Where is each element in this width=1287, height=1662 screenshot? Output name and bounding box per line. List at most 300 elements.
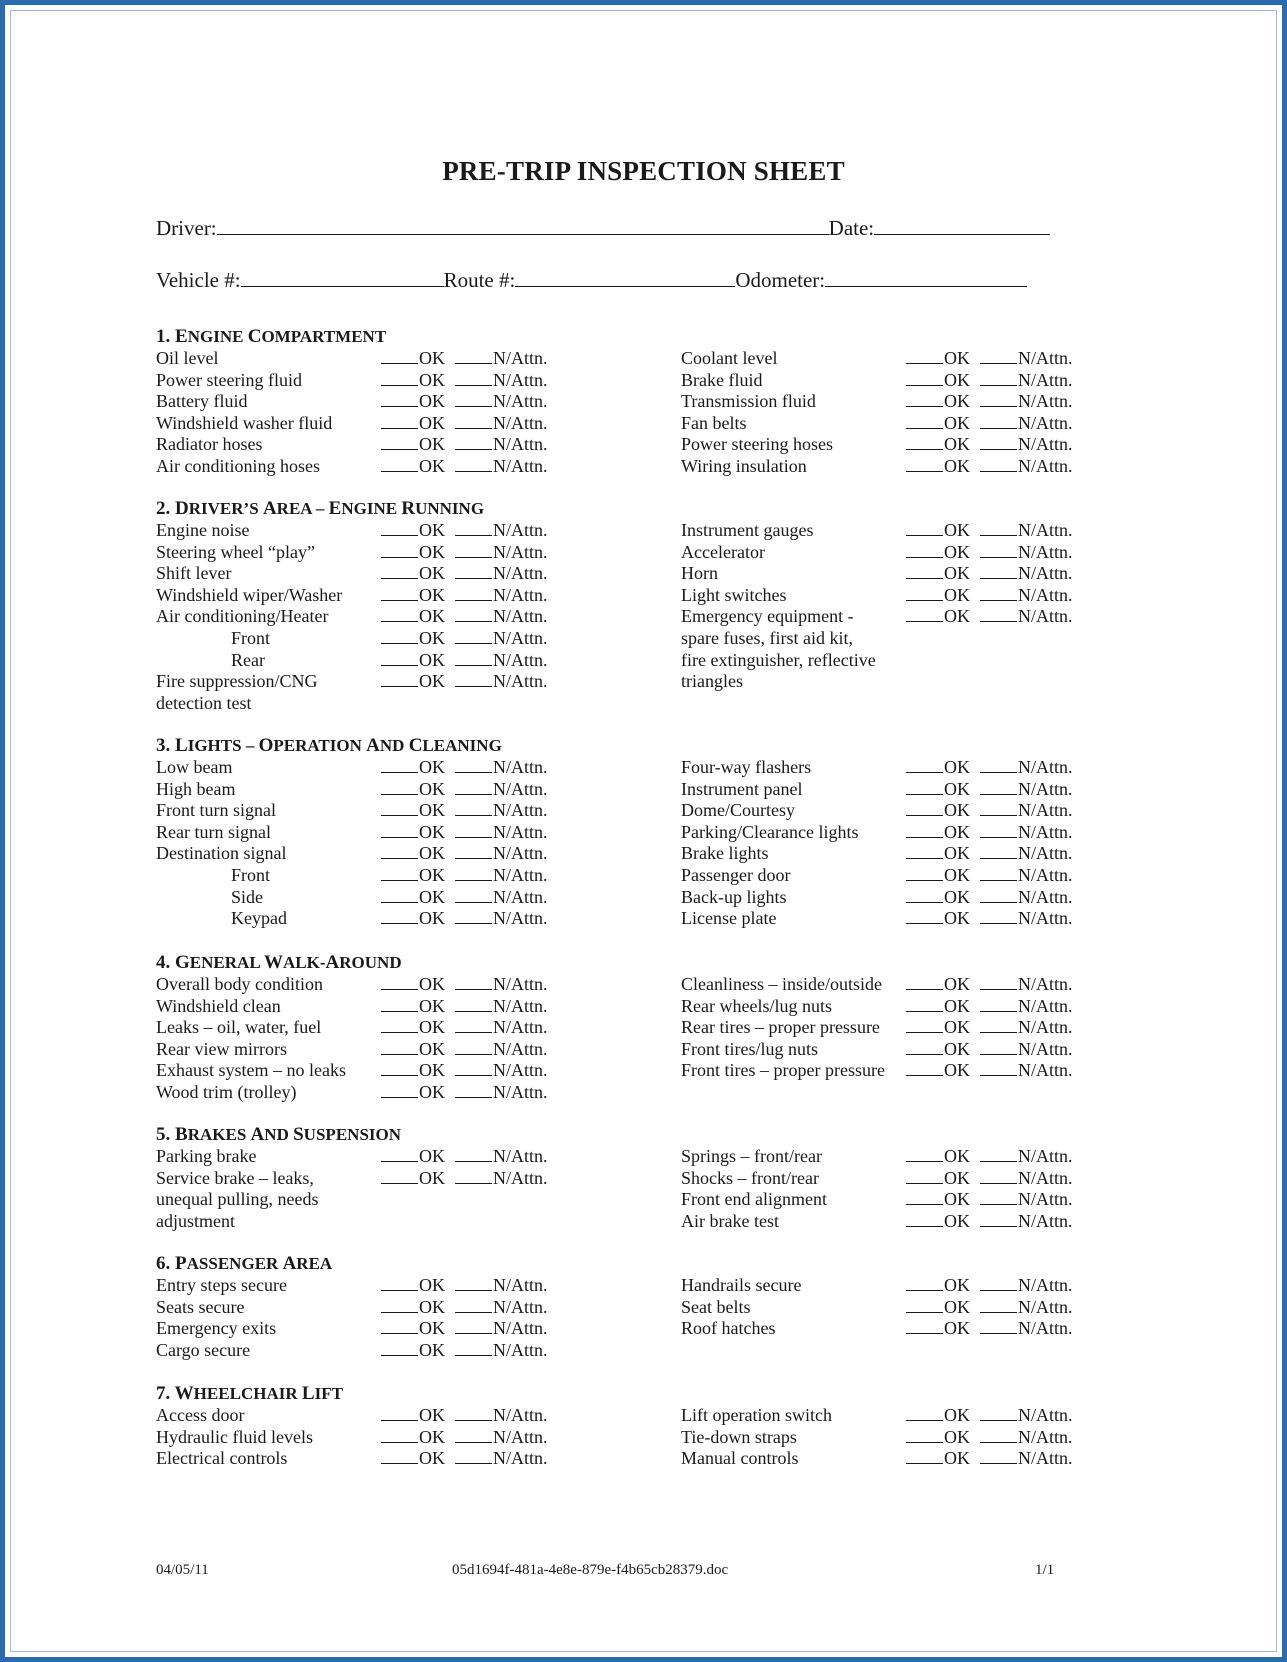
ok-checkbox-line[interactable] bbox=[381, 1168, 445, 1189]
ok-checkbox-line[interactable] bbox=[906, 1318, 970, 1339]
ok-label: OK bbox=[944, 1426, 970, 1447]
ok-checkbox-line[interactable] bbox=[906, 413, 970, 434]
ok-blank[interactable] bbox=[906, 563, 943, 579]
needs-attention-checkbox-line[interactable] bbox=[980, 585, 1073, 606]
ok-checkbox-line[interactable] bbox=[381, 650, 445, 671]
ok-checkbox-line[interactable] bbox=[381, 585, 445, 606]
na-blank[interactable] bbox=[455, 843, 492, 859]
na-blank[interactable] bbox=[455, 865, 492, 881]
ok-checkbox-line[interactable] bbox=[906, 1275, 970, 1296]
ok-blank[interactable] bbox=[381, 1448, 418, 1464]
needs-attention-checkbox-line[interactable] bbox=[980, 542, 1073, 563]
ok-blank[interactable] bbox=[381, 563, 418, 579]
ok-checkbox-line[interactable] bbox=[906, 563, 970, 584]
na-blank[interactable] bbox=[980, 1168, 1017, 1184]
needs-attention-checkbox-line[interactable] bbox=[455, 1405, 548, 1426]
ok-blank[interactable] bbox=[906, 908, 943, 924]
ok-checkbox-line[interactable] bbox=[381, 1017, 445, 1038]
needs-attention-checkbox-line[interactable] bbox=[980, 887, 1073, 908]
na-blank[interactable] bbox=[455, 650, 492, 666]
needs-attention-checkbox-line[interactable] bbox=[980, 800, 1073, 821]
ok-blank[interactable] bbox=[381, 822, 418, 838]
ok-blank[interactable] bbox=[381, 1405, 418, 1421]
na-label: N/Attn. bbox=[1018, 434, 1073, 455]
ok-blank[interactable] bbox=[381, 757, 418, 773]
ok-blank[interactable] bbox=[381, 585, 418, 601]
ok-blank[interactable] bbox=[381, 974, 418, 990]
needs-attention-checkbox-line[interactable] bbox=[455, 1017, 548, 1038]
needs-attention-checkbox-line[interactable] bbox=[455, 1146, 548, 1167]
needs-attention-checkbox-line[interactable] bbox=[455, 520, 548, 541]
needs-attention-checkbox-line[interactable] bbox=[455, 1275, 548, 1296]
needs-attention-checkbox-line[interactable] bbox=[455, 996, 548, 1017]
ok-checkbox-line[interactable] bbox=[906, 757, 970, 778]
ok-blank[interactable] bbox=[381, 1146, 418, 1162]
needs-attention-checkbox-line[interactable] bbox=[980, 606, 1073, 627]
ok-blank[interactable] bbox=[381, 1275, 418, 1291]
ok-checkbox-line[interactable] bbox=[381, 456, 445, 477]
na-blank[interactable] bbox=[455, 1275, 492, 1291]
needs-attention-checkbox-line[interactable] bbox=[455, 1427, 548, 1448]
needs-attention-checkbox-line[interactable] bbox=[980, 1448, 1073, 1469]
needs-attention-checkbox-line[interactable] bbox=[455, 908, 548, 929]
ok-blank[interactable] bbox=[381, 1340, 418, 1356]
needs-attention-checkbox-line[interactable] bbox=[455, 542, 548, 563]
ok-blank[interactable] bbox=[381, 628, 418, 644]
ok-checkbox-line[interactable] bbox=[906, 370, 970, 391]
na-blank[interactable] bbox=[980, 1427, 1017, 1443]
na-blank[interactable] bbox=[980, 1275, 1017, 1291]
ok-blank[interactable] bbox=[906, 822, 943, 838]
needs-attention-checkbox-line[interactable] bbox=[980, 974, 1073, 995]
ok-blank[interactable] bbox=[906, 1146, 943, 1162]
na-blank[interactable] bbox=[455, 606, 492, 622]
na-blank[interactable] bbox=[980, 456, 1017, 472]
needs-attention-checkbox-line[interactable] bbox=[455, 865, 548, 886]
needs-attention-checkbox-line[interactable] bbox=[455, 1039, 548, 1060]
na-blank[interactable] bbox=[980, 348, 1017, 364]
ok-checkbox-line[interactable] bbox=[381, 542, 445, 563]
needs-attention-checkbox-line[interactable] bbox=[980, 908, 1073, 929]
needs-attention-checkbox-line[interactable] bbox=[980, 1427, 1073, 1448]
needs-attention-checkbox-line[interactable] bbox=[980, 865, 1073, 886]
ok-blank[interactable] bbox=[381, 779, 418, 795]
needs-attention-checkbox-line[interactable] bbox=[455, 650, 548, 671]
ok-blank[interactable] bbox=[906, 456, 943, 472]
ok-checkbox-line[interactable] bbox=[381, 779, 445, 800]
ok-checkbox-line[interactable] bbox=[906, 800, 970, 821]
na-blank[interactable] bbox=[455, 996, 492, 1012]
ok-checkbox-line[interactable] bbox=[381, 1275, 445, 1296]
na-blank[interactable] bbox=[980, 1448, 1017, 1464]
ok-blank[interactable] bbox=[381, 1168, 418, 1184]
na-blank[interactable] bbox=[980, 843, 1017, 859]
ok-checkbox-line[interactable] bbox=[906, 822, 970, 843]
ok-checkbox-line[interactable] bbox=[906, 456, 970, 477]
ok-blank[interactable] bbox=[381, 542, 418, 558]
na-blank[interactable] bbox=[980, 865, 1017, 881]
na-blank[interactable] bbox=[980, 520, 1017, 536]
na-label: N/Attn. bbox=[1018, 1318, 1073, 1339]
na-blank[interactable] bbox=[455, 434, 492, 450]
needs-attention-checkbox-line[interactable] bbox=[980, 1318, 1073, 1339]
na-blank[interactable] bbox=[455, 391, 492, 407]
ok-blank[interactable] bbox=[906, 974, 943, 990]
ok-checkbox-line[interactable] bbox=[906, 520, 970, 541]
ok-checkbox-line[interactable] bbox=[906, 1297, 970, 1318]
na-blank[interactable] bbox=[980, 996, 1017, 1012]
na-blank[interactable] bbox=[455, 456, 492, 472]
na-blank[interactable] bbox=[980, 1060, 1017, 1076]
na-blank[interactable] bbox=[455, 1427, 492, 1443]
ok-blank[interactable] bbox=[381, 865, 418, 881]
na-blank[interactable] bbox=[980, 822, 1017, 838]
ok-checkbox-line[interactable] bbox=[381, 1405, 445, 1426]
na-blank[interactable] bbox=[455, 585, 492, 601]
na-blank[interactable] bbox=[455, 563, 492, 579]
ok-checkbox-line[interactable] bbox=[381, 974, 445, 995]
na-blank[interactable] bbox=[455, 887, 492, 903]
ok-checkbox-line[interactable] bbox=[381, 1060, 445, 1081]
needs-attention-checkbox-line[interactable] bbox=[980, 348, 1073, 369]
needs-attention-checkbox-line[interactable] bbox=[980, 1060, 1073, 1081]
needs-attention-checkbox-line[interactable] bbox=[980, 1405, 1073, 1426]
na-blank[interactable] bbox=[455, 542, 492, 558]
na-blank[interactable] bbox=[980, 606, 1017, 622]
needs-attention-checkbox-line[interactable] bbox=[455, 348, 548, 369]
na-blank[interactable] bbox=[980, 908, 1017, 924]
na-blank[interactable] bbox=[455, 757, 492, 773]
ok-checkbox-line[interactable] bbox=[381, 843, 445, 864]
ok-blank[interactable] bbox=[381, 348, 418, 364]
na-blank[interactable] bbox=[980, 391, 1017, 407]
ok-checkbox-line[interactable] bbox=[906, 1405, 970, 1426]
ok-blank[interactable] bbox=[906, 865, 943, 881]
ok-blank[interactable] bbox=[381, 434, 418, 450]
ok-blank[interactable] bbox=[381, 887, 418, 903]
ok-blank[interactable] bbox=[906, 413, 943, 429]
needs-attention-checkbox-line[interactable] bbox=[455, 887, 548, 908]
ok-blank[interactable] bbox=[381, 996, 418, 1012]
na-blank[interactable] bbox=[455, 1039, 492, 1055]
ok-checkbox-line[interactable] bbox=[381, 348, 445, 369]
na-blank[interactable] bbox=[980, 1211, 1017, 1227]
ok-checkbox-line[interactable] bbox=[381, 1039, 445, 1060]
na-blank[interactable] bbox=[980, 800, 1017, 816]
ok-checkbox-line[interactable] bbox=[906, 887, 970, 908]
needs-attention-checkbox-line[interactable] bbox=[980, 843, 1073, 864]
ok-checkbox-line[interactable] bbox=[381, 413, 445, 434]
ok-checkbox-line[interactable] bbox=[906, 434, 970, 455]
needs-attention-checkbox-line[interactable] bbox=[455, 779, 548, 800]
ok-blank[interactable] bbox=[381, 1082, 418, 1098]
ok-checkbox-line[interactable] bbox=[381, 1318, 445, 1339]
ok-checkbox-line[interactable] bbox=[381, 520, 445, 541]
ok-blank[interactable] bbox=[906, 606, 943, 622]
na-blank[interactable] bbox=[455, 1448, 492, 1464]
ok-checkbox-line[interactable] bbox=[381, 370, 445, 391]
ok-checkbox-line[interactable] bbox=[906, 1427, 970, 1448]
ok-checkbox-line[interactable] bbox=[906, 348, 970, 369]
na-blank[interactable] bbox=[455, 1146, 492, 1162]
na-blank[interactable] bbox=[980, 757, 1017, 773]
needs-attention-checkbox-line[interactable] bbox=[455, 585, 548, 606]
needs-attention-checkbox-line[interactable] bbox=[980, 822, 1073, 843]
ok-blank[interactable] bbox=[381, 1297, 418, 1313]
ok-label: OK bbox=[419, 1017, 445, 1038]
ok-checkbox-line[interactable] bbox=[906, 391, 970, 412]
route-input-line[interactable] bbox=[515, 266, 735, 287]
ok-blank[interactable] bbox=[381, 520, 418, 536]
ok-label: OK bbox=[944, 843, 970, 864]
ok-checkbox-line[interactable] bbox=[906, 1060, 970, 1081]
na-blank[interactable] bbox=[980, 542, 1017, 558]
ok-blank[interactable] bbox=[906, 1275, 943, 1291]
na-blank[interactable] bbox=[455, 671, 492, 687]
needs-attention-checkbox-line[interactable] bbox=[980, 563, 1073, 584]
ok-checkbox-line[interactable] bbox=[381, 996, 445, 1017]
ok-blank[interactable] bbox=[906, 1189, 943, 1205]
ok-blank[interactable] bbox=[906, 1017, 943, 1033]
ok-blank[interactable] bbox=[906, 434, 943, 450]
checklist-item-label: Front tires – proper pressure bbox=[681, 1060, 885, 1081]
ok-checkbox-line[interactable] bbox=[381, 1297, 445, 1318]
ok-blank[interactable] bbox=[381, 391, 418, 407]
needs-attention-checkbox-line[interactable] bbox=[455, 843, 548, 864]
ok-blank[interactable] bbox=[906, 996, 943, 1012]
ok-blank[interactable] bbox=[906, 1448, 943, 1464]
na-blank[interactable] bbox=[980, 1039, 1017, 1055]
checklist-item-label: Rear view mirrors bbox=[156, 1038, 287, 1059]
ok-blank[interactable] bbox=[906, 1039, 943, 1055]
na-blank[interactable] bbox=[455, 974, 492, 990]
ok-blank[interactable] bbox=[906, 1297, 943, 1313]
needs-attention-checkbox-line[interactable] bbox=[455, 1448, 548, 1469]
na-blank[interactable] bbox=[455, 1405, 492, 1421]
ok-blank[interactable] bbox=[381, 843, 418, 859]
driver-input-line[interactable] bbox=[217, 214, 829, 235]
na-blank[interactable] bbox=[455, 1168, 492, 1184]
ok-checkbox-line[interactable] bbox=[381, 1146, 445, 1167]
na-label: N/Attn. bbox=[1018, 369, 1073, 390]
ok-blank[interactable] bbox=[906, 779, 943, 795]
na-blank[interactable] bbox=[455, 800, 492, 816]
needs-attention-checkbox-line[interactable] bbox=[980, 434, 1073, 455]
ok-checkbox-line[interactable] bbox=[906, 1189, 970, 1210]
needs-attention-checkbox-line[interactable] bbox=[980, 779, 1073, 800]
ok-blank[interactable] bbox=[381, 650, 418, 666]
odometer-input-line[interactable] bbox=[825, 266, 1027, 287]
needs-attention-checkbox-line[interactable] bbox=[980, 996, 1073, 1017]
needs-attention-checkbox-line[interactable] bbox=[980, 1297, 1073, 1318]
vehicle-input-line[interactable] bbox=[241, 266, 444, 287]
ok-blank[interactable] bbox=[381, 800, 418, 816]
ok-blank[interactable] bbox=[906, 348, 943, 364]
ok-checkbox-line[interactable] bbox=[906, 1146, 970, 1167]
ok-checkbox-line[interactable] bbox=[906, 843, 970, 864]
na-blank[interactable] bbox=[980, 779, 1017, 795]
ok-checkbox-line[interactable] bbox=[381, 1427, 445, 1448]
ok-checkbox-line[interactable] bbox=[381, 887, 445, 908]
na-blank[interactable] bbox=[455, 1017, 492, 1033]
ok-checkbox-line[interactable] bbox=[906, 606, 970, 627]
ok-checkbox-line[interactable] bbox=[381, 563, 445, 584]
ok-blank[interactable] bbox=[381, 1039, 418, 1055]
needs-attention-checkbox-line[interactable] bbox=[455, 606, 548, 627]
ok-blank[interactable] bbox=[381, 1060, 418, 1076]
needs-attention-checkbox-line[interactable] bbox=[455, 974, 548, 995]
na-blank[interactable] bbox=[455, 779, 492, 795]
needs-attention-checkbox-line[interactable] bbox=[980, 1039, 1073, 1060]
ok-checkbox-line[interactable] bbox=[381, 865, 445, 886]
ok-checkbox-line[interactable] bbox=[381, 757, 445, 778]
ok-checkbox-line[interactable] bbox=[906, 1168, 970, 1189]
ok-checkbox-line[interactable] bbox=[906, 996, 970, 1017]
needs-attention-checkbox-line[interactable] bbox=[980, 520, 1073, 541]
needs-attention-checkbox-line[interactable] bbox=[980, 1189, 1073, 1210]
ok-blank[interactable] bbox=[906, 520, 943, 536]
ok-checkbox-line[interactable] bbox=[381, 1340, 445, 1361]
needs-attention-checkbox-line[interactable] bbox=[455, 800, 548, 821]
na-blank[interactable] bbox=[455, 413, 492, 429]
ok-blank[interactable] bbox=[381, 671, 418, 687]
ok-blank[interactable] bbox=[381, 1427, 418, 1443]
ok-blank[interactable] bbox=[381, 1017, 418, 1033]
ok-blank[interactable] bbox=[906, 1427, 943, 1443]
ok-checkbox-line[interactable] bbox=[906, 1017, 970, 1038]
ok-blank[interactable] bbox=[906, 1405, 943, 1421]
ok-checkbox-line[interactable] bbox=[381, 822, 445, 843]
needs-attention-checkbox-line[interactable] bbox=[455, 757, 548, 778]
needs-attention-checkbox-line[interactable] bbox=[455, 628, 548, 649]
ok-blank[interactable] bbox=[906, 1318, 943, 1334]
needs-attention-checkbox-line[interactable] bbox=[980, 1146, 1073, 1167]
na-label: N/Attn. bbox=[1018, 1038, 1073, 1059]
na-blank[interactable] bbox=[980, 434, 1017, 450]
na-blank[interactable] bbox=[455, 370, 492, 386]
needs-attention-checkbox-line[interactable] bbox=[455, 1168, 548, 1189]
ok-checkbox-line[interactable] bbox=[906, 1448, 970, 1469]
na-blank[interactable] bbox=[980, 1405, 1017, 1421]
ok-checkbox-line[interactable] bbox=[381, 606, 445, 627]
needs-attention-checkbox-line[interactable] bbox=[455, 1297, 548, 1318]
needs-attention-checkbox-line[interactable] bbox=[455, 671, 548, 692]
ok-checkbox-line[interactable] bbox=[906, 1039, 970, 1060]
na-blank[interactable] bbox=[980, 974, 1017, 990]
needs-attention-checkbox-line[interactable] bbox=[455, 1318, 548, 1339]
needs-attention-checkbox-line[interactable] bbox=[455, 1060, 548, 1081]
needs-attention-checkbox-line[interactable] bbox=[980, 413, 1073, 434]
needs-attention-checkbox-line[interactable] bbox=[455, 456, 548, 477]
ok-checkbox-line[interactable] bbox=[906, 779, 970, 800]
ok-blank[interactable] bbox=[381, 413, 418, 429]
ok-blank[interactable] bbox=[906, 391, 943, 407]
ok-checkbox-line[interactable] bbox=[381, 1448, 445, 1469]
ok-blank[interactable] bbox=[906, 1211, 943, 1227]
na-blank[interactable] bbox=[980, 1017, 1017, 1033]
needs-attention-checkbox-line[interactable] bbox=[980, 1017, 1073, 1038]
needs-attention-checkbox-line[interactable] bbox=[980, 456, 1073, 477]
na-blank[interactable] bbox=[980, 413, 1017, 429]
ok-checkbox-line[interactable] bbox=[906, 542, 970, 563]
na-blank[interactable] bbox=[980, 563, 1017, 579]
na-blank[interactable] bbox=[455, 908, 492, 924]
needs-attention-checkbox-line[interactable] bbox=[455, 413, 548, 434]
ok-blank[interactable] bbox=[906, 585, 943, 601]
na-blank[interactable] bbox=[980, 887, 1017, 903]
ok-blank[interactable] bbox=[906, 887, 943, 903]
ok-blank[interactable] bbox=[381, 456, 418, 472]
na-blank[interactable] bbox=[455, 1297, 492, 1313]
needs-attention-checkbox-line[interactable] bbox=[980, 757, 1073, 778]
ok-checkbox-line[interactable] bbox=[906, 974, 970, 995]
na-blank[interactable] bbox=[455, 1318, 492, 1334]
na-blank[interactable] bbox=[980, 1189, 1017, 1205]
ok-blank[interactable] bbox=[381, 370, 418, 386]
na-blank[interactable] bbox=[980, 1318, 1017, 1334]
na-blank[interactable] bbox=[980, 370, 1017, 386]
ok-checkbox-line[interactable] bbox=[381, 434, 445, 455]
ok-checkbox-line[interactable] bbox=[906, 1211, 970, 1232]
na-blank[interactable] bbox=[455, 1340, 492, 1356]
ok-checkbox-line[interactable] bbox=[906, 585, 970, 606]
needs-attention-checkbox-line[interactable] bbox=[455, 434, 548, 455]
ok-blank[interactable] bbox=[381, 1318, 418, 1334]
ok-blank[interactable] bbox=[906, 757, 943, 773]
date-input-line[interactable] bbox=[874, 214, 1050, 235]
needs-attention-checkbox-line[interactable] bbox=[980, 391, 1073, 412]
needs-attention-checkbox-line[interactable] bbox=[455, 391, 548, 412]
na-blank[interactable] bbox=[455, 348, 492, 364]
na-blank[interactable] bbox=[455, 1082, 492, 1098]
na-blank[interactable] bbox=[455, 628, 492, 644]
na-blank[interactable] bbox=[980, 1146, 1017, 1162]
ok-checkbox-line[interactable] bbox=[381, 391, 445, 412]
ok-blank[interactable] bbox=[381, 606, 418, 622]
ok-blank[interactable] bbox=[906, 370, 943, 386]
na-blank[interactable] bbox=[980, 585, 1017, 601]
ok-blank[interactable] bbox=[906, 800, 943, 816]
needs-attention-checkbox-line[interactable] bbox=[455, 1340, 548, 1361]
na-blank[interactable] bbox=[455, 822, 492, 838]
ok-checkbox-line[interactable] bbox=[381, 908, 445, 929]
na-label: N/Attn. bbox=[493, 563, 548, 584]
needs-attention-checkbox-line[interactable] bbox=[980, 1168, 1073, 1189]
ok-blank[interactable] bbox=[906, 1168, 943, 1184]
ok-blank[interactable] bbox=[906, 843, 943, 859]
needs-attention-checkbox-line[interactable] bbox=[455, 563, 548, 584]
ok-checkbox-line[interactable] bbox=[381, 1082, 445, 1103]
ok-checkbox-line[interactable] bbox=[381, 628, 445, 649]
na-blank[interactable] bbox=[980, 1297, 1017, 1313]
needs-attention-checkbox-line[interactable] bbox=[455, 822, 548, 843]
ok-blank[interactable] bbox=[906, 1060, 943, 1076]
na-blank[interactable] bbox=[455, 1060, 492, 1076]
ok-checkbox-line[interactable] bbox=[906, 908, 970, 929]
needs-attention-checkbox-line[interactable] bbox=[980, 1275, 1073, 1296]
ok-checkbox-line[interactable] bbox=[381, 671, 445, 692]
ok-blank[interactable] bbox=[906, 542, 943, 558]
needs-attention-checkbox-line[interactable] bbox=[455, 370, 548, 391]
needs-attention-checkbox-line[interactable] bbox=[980, 1211, 1073, 1232]
ok-blank[interactable] bbox=[381, 908, 418, 924]
needs-attention-checkbox-line[interactable] bbox=[980, 370, 1073, 391]
ok-checkbox-line[interactable] bbox=[381, 800, 445, 821]
ok-label: OK bbox=[419, 1296, 445, 1317]
ok-checkbox-line[interactable] bbox=[906, 865, 970, 886]
needs-attention-checkbox-line[interactable] bbox=[455, 1082, 548, 1103]
na-blank[interactable] bbox=[455, 520, 492, 536]
